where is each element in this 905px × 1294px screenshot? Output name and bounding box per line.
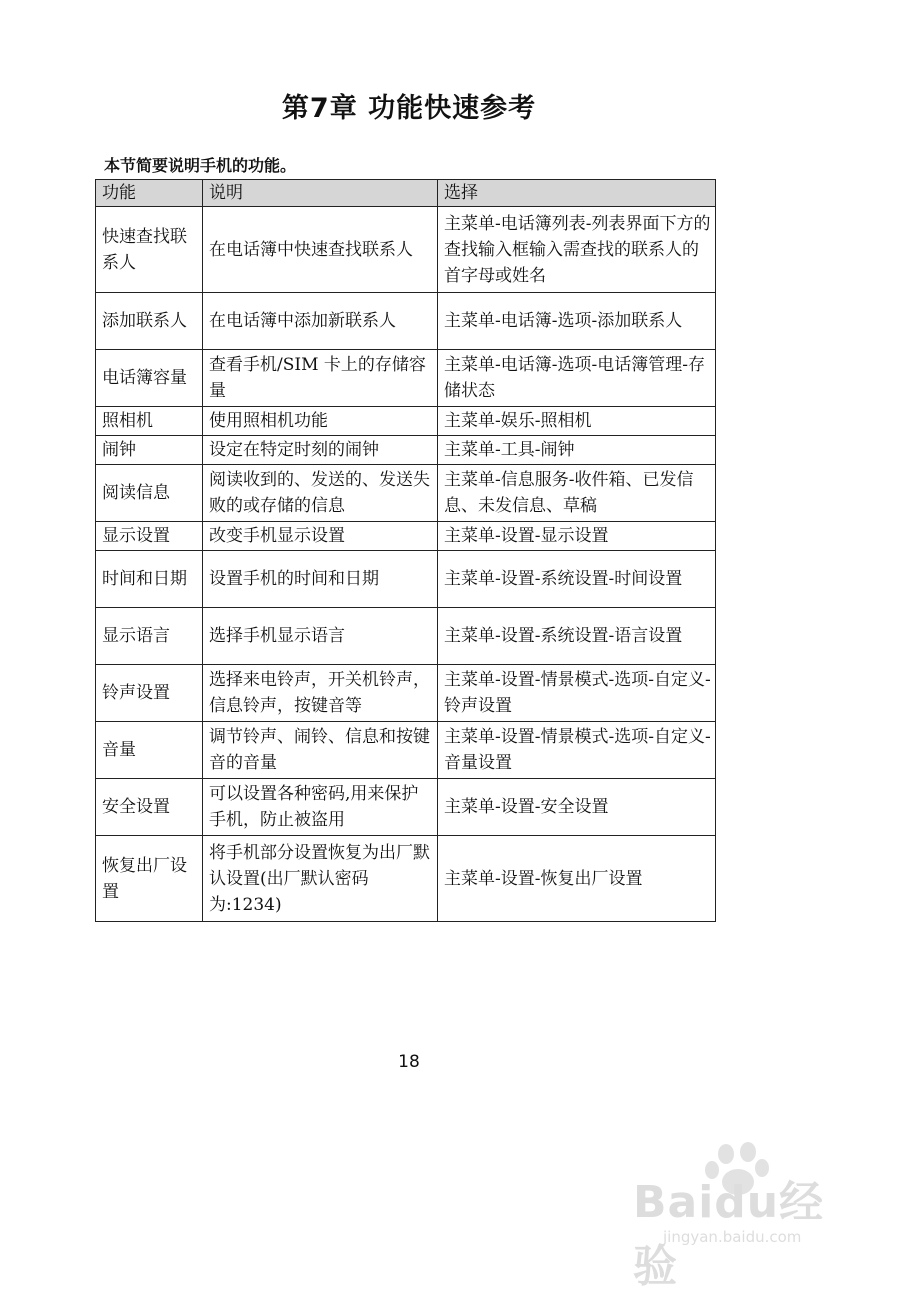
cell-selection: 主菜单-设置-显示设置 (438, 522, 716, 551)
cell-function: 电话簿容量 (96, 350, 203, 407)
table-row (96, 551, 716, 608)
table-row (96, 407, 716, 436)
cell-description: 阅读收到的、发送的、发送失败的或存储的信息 (203, 465, 438, 522)
table-row (96, 722, 716, 779)
cell-selection: 主菜单-电话簿列表-列表界面下方的查找输入框输入需查找的联系人的首字母或姓名 (438, 207, 716, 293)
cell-function: 添加联系人 (96, 293, 203, 350)
table-row (96, 836, 716, 922)
cell-description: 改变手机显示设置 (203, 522, 438, 551)
table-row (96, 350, 716, 407)
cell-selection: 主菜单-娱乐-照相机 (438, 407, 716, 436)
baidu-watermark (633, 1140, 843, 1292)
section-intro: 本节简要说明手机的功能。 (104, 156, 297, 175)
cell-description: 设定在特定时刻的闹钟 (203, 436, 438, 465)
function-reference-table (95, 179, 716, 922)
table-row (96, 779, 716, 836)
cell-function: 快速查找联系人 (96, 207, 203, 293)
cell-function: 显示设置 (96, 522, 203, 551)
cell-selection: 主菜单-电话簿-选项-添加联系人 (438, 293, 716, 350)
table-row (96, 436, 716, 465)
cell-description: 选择手机显示语言 (203, 608, 438, 665)
cell-selection: 主菜单-信息服务-收件箱、已发信息、未发信息、草稿 (438, 465, 716, 522)
table-row (96, 665, 716, 722)
cell-function: 照相机 (96, 407, 203, 436)
page-number: 18 (398, 1052, 420, 1072)
chapter-title: 第7章 功能快速参考 (281, 93, 537, 124)
watermark-url: jingyan.baidu.com (663, 1228, 802, 1246)
cell-description: 将手机部分设置恢复为出厂默认设置(出厂默认密码为:1234) (203, 836, 438, 922)
cell-function: 安全设置 (96, 779, 203, 836)
table-row (96, 207, 716, 293)
cell-function: 阅读信息 (96, 465, 203, 522)
cell-description: 在电话簿中添加新联系人 (203, 293, 438, 350)
cell-function: 闹钟 (96, 436, 203, 465)
cell-selection: 主菜单-设置-安全设置 (438, 779, 716, 836)
cell-selection: 主菜单-电话簿-选项-电话簿管理-存储状态 (438, 350, 716, 407)
cell-description: 设置手机的时间和日期 (203, 551, 438, 608)
cell-function: 音量 (96, 722, 203, 779)
cell-selection: 主菜单-设置-系统设置-时间设置 (438, 551, 716, 608)
cell-function: 显示语言 (96, 608, 203, 665)
cell-selection: 主菜单-工具-闹钟 (438, 436, 716, 465)
cell-selection: 主菜单-设置-恢复出厂设置 (438, 836, 716, 922)
cell-selection: 主菜单-设置-系统设置-语言设置 (438, 608, 716, 665)
cell-function: 恢复出厂设置 (96, 836, 203, 922)
table-header-row (96, 180, 716, 207)
header-selection: 选择 (438, 180, 716, 207)
cell-selection: 主菜单-设置-情景模式-选项-自定义-音量设置 (438, 722, 716, 779)
cell-description: 调节铃声、闹铃、信息和按键音的音量 (203, 722, 438, 779)
header-description: 说明 (203, 180, 438, 207)
header-function: 功能 (96, 180, 203, 207)
watermark-text: Baidu经验 (633, 1177, 825, 1292)
cell-description: 可以设置各种密码,用来保护手机，防止被盗用 (203, 779, 438, 836)
cell-description: 在电话簿中快速查找联系人 (203, 207, 438, 293)
cell-selection: 主菜单-设置-情景模式-选项-自定义-铃声设置 (438, 665, 716, 722)
cell-function: 时间和日期 (96, 551, 203, 608)
cell-description: 选择来电铃声，开关机铃声，信息铃声，按键音等 (203, 665, 438, 722)
table-row (96, 522, 716, 551)
cell-description: 使用照相机功能 (203, 407, 438, 436)
table-row (96, 293, 716, 350)
table-row (96, 608, 716, 665)
cell-function: 铃声设置 (96, 665, 203, 722)
table-row (96, 465, 716, 522)
cell-description: 查看手机/SIM 卡上的存储容量 (203, 350, 438, 407)
